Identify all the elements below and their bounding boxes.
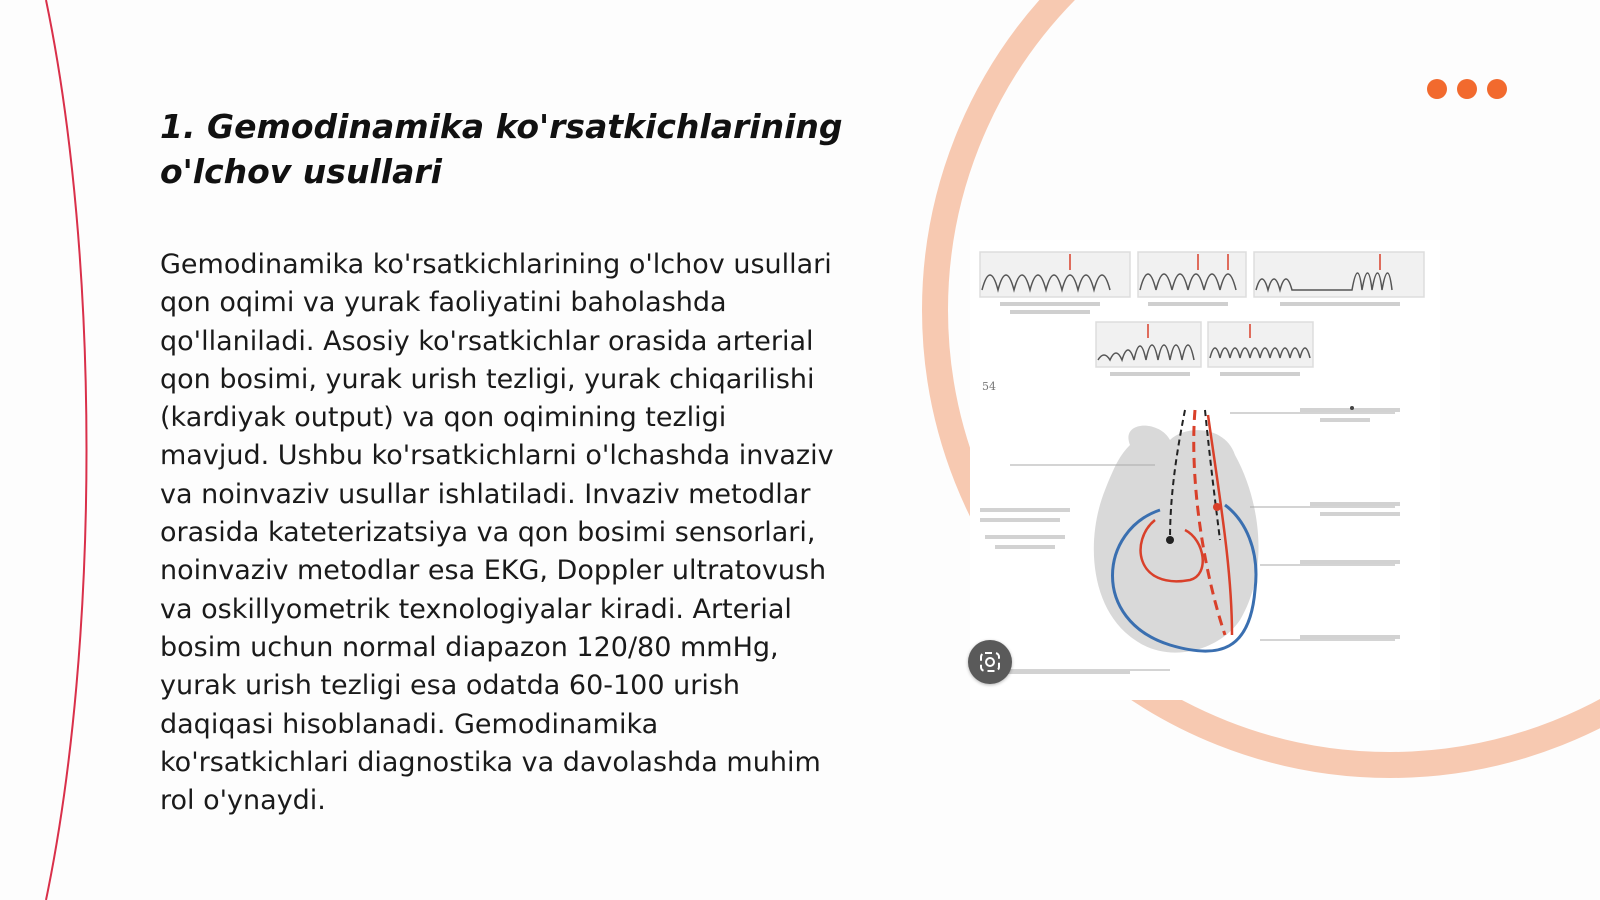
dot (1457, 79, 1477, 99)
image-search-icon[interactable] (968, 640, 1012, 684)
hemodynamics-figure (970, 240, 1440, 700)
page-number: 54 (982, 380, 996, 393)
dot (1487, 79, 1507, 99)
left-curve-decoration (0, 0, 120, 900)
slide-body-text: Gemodinamika ko'rsatkichlarining o'lchov usullari qon oqimi va yurak faoliyatini baholashda qo'llaniladi. Asosiy ko'rsatkichlar orasida arterial qon bosimi, yurak urish tezligi, yurak chiqarilishi (kardiyak output) va qon oqimining tezligi mavjud. Ushbu ko'rsatkichlarni o'lchashda invaziv va noinvaziv usullar ishlatiladi. Invaziv metodlar orasida kateterizatsiya va qon bosimi sensorlari, noinvaziv metodlar esa EKG, Doppler ultratovush va oskillyometrik texnologiyalar kiradi. Arterial bosim uchun normal diapazon 120/80 mmHg, yurak urish tezligi esa odatda 60-100 urish daqiqasi hisoblanadi. Gemodinamika ko'rsatkichlari diagnostika va davolashda muhim rol o'ynaydi. (160, 249, 834, 817)
lens-icon (978, 650, 1002, 674)
dot (1427, 79, 1447, 99)
pressure-waveform-panels (980, 252, 1424, 297)
heart-diagram-image (970, 240, 1440, 700)
slide-title: 1. Gemodinamika ko'rsatkichlarining o'lchov usullari (160, 107, 843, 191)
three-dots-icon[interactable] (1427, 79, 1507, 99)
